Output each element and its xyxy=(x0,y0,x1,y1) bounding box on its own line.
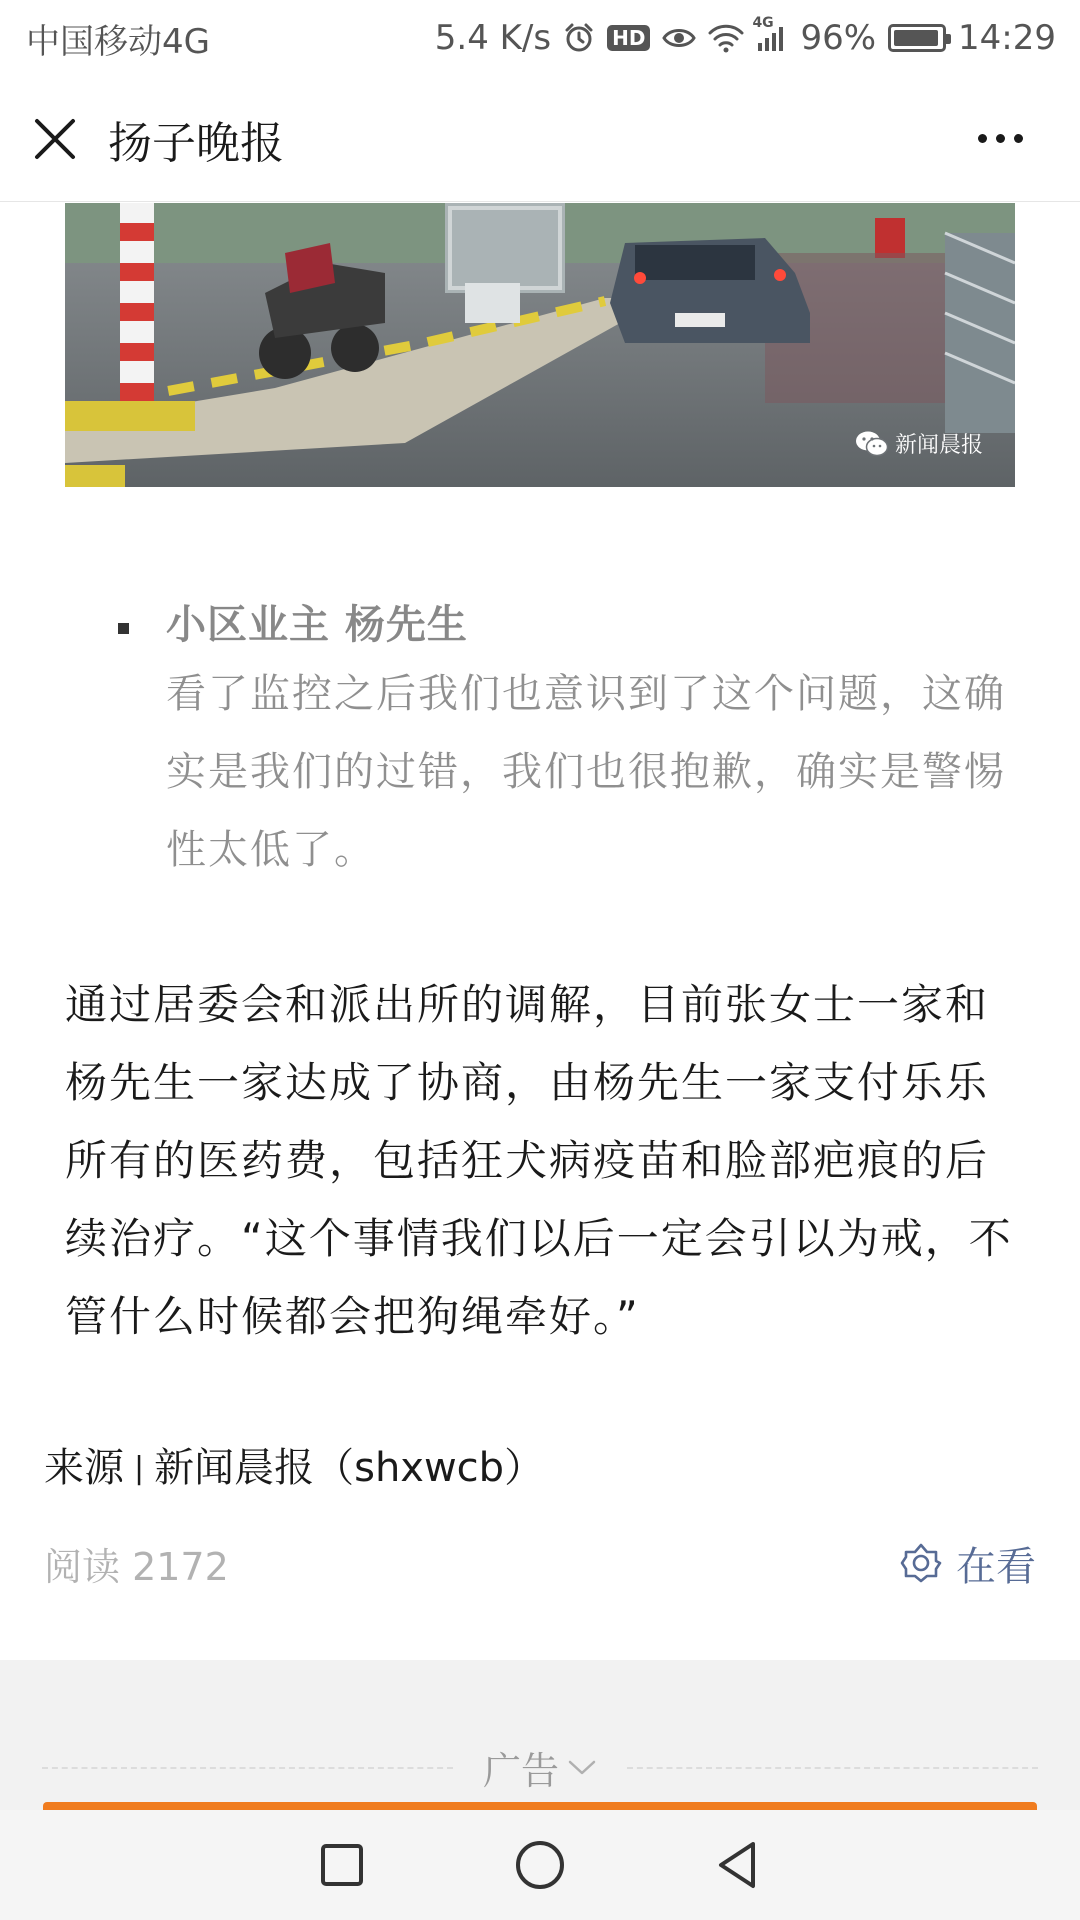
clock: 14:29 xyxy=(958,18,1056,58)
source-line xyxy=(44,1436,544,1493)
read-count: 阅读 2172 xyxy=(44,1544,229,1589)
carrier-label: 中国移动4G xyxy=(26,21,210,62)
more-icon-dot xyxy=(996,134,1005,143)
back-icon xyxy=(713,1840,763,1890)
recents-button[interactable] xyxy=(312,1835,372,1895)
more-icon-dot xyxy=(978,134,987,143)
signal-icon xyxy=(752,15,788,53)
home-button[interactable] xyxy=(510,1835,570,1895)
quote-speaker: 小区业主 杨先生 xyxy=(166,602,468,648)
divider xyxy=(42,1767,453,1769)
close-icon xyxy=(33,117,77,161)
article-paragraph: 通过居委会和派出所的调解，目前张女士一家和杨先生一家达成了协商，由杨先生一家支付乐乐所有的医药费，包括狂犬病疫苗和脸部疤痕的后续治疗。“这个事情我们以后一定会引以为戒，不管什么时候都会把狗绳牵好。” xyxy=(65,980,1013,1341)
ad-label-row xyxy=(42,1740,1038,1795)
watermark-text: 新闻晨报 xyxy=(894,433,983,458)
ad-banner-edge[interactable] xyxy=(43,1802,1037,1810)
battery-fill xyxy=(894,30,938,46)
battery-icon xyxy=(888,24,946,52)
source-prefix: 来源 xyxy=(44,1445,124,1491)
ad-label: 广告 xyxy=(483,1749,560,1793)
network-type: 4G xyxy=(752,15,774,31)
net-speed: 5.4 K/s xyxy=(434,18,552,58)
quote-text: 看了监控之后我们也意识到了这个问题，这确实是我们的过错，我们也很抱歉，确实是警惕性太低了。 xyxy=(166,671,1006,873)
hd-icon: HD xyxy=(607,25,650,51)
status-left xyxy=(26,14,210,63)
eye-icon xyxy=(662,25,696,51)
looking-label: 在看 xyxy=(956,1543,1036,1590)
divider xyxy=(627,1767,1038,1769)
more-button[interactable] xyxy=(960,76,1040,201)
more-icon-dot xyxy=(1014,134,1023,143)
page-title: 扬子晚报 xyxy=(108,117,284,169)
alarm-icon xyxy=(563,22,595,54)
status-right xyxy=(434,15,1056,58)
source-separator: | xyxy=(134,1451,145,1486)
source-name: 新闻晨报（shxwcb） xyxy=(154,1445,545,1491)
top-nav-bar xyxy=(0,76,1080,202)
wifi-icon xyxy=(708,23,744,53)
looking-button[interactable] xyxy=(900,1535,1036,1592)
looking-icon xyxy=(900,1542,942,1584)
wechat-logo-icon xyxy=(855,430,889,458)
list-bullet xyxy=(118,623,129,634)
read-stats-row xyxy=(44,1528,1036,1598)
chevron-down-icon xyxy=(567,1759,597,1777)
photo-watermark xyxy=(855,428,983,459)
article-photo[interactable] xyxy=(65,203,1015,487)
recents-icon xyxy=(318,1841,366,1889)
ad-toggle[interactable] xyxy=(453,1740,627,1795)
status-bar xyxy=(0,0,1080,76)
home-icon xyxy=(513,1838,567,1892)
close-button[interactable] xyxy=(0,76,110,201)
battery-percent: 96% xyxy=(800,18,877,58)
ad-section xyxy=(0,1660,1080,1810)
system-nav-bar xyxy=(0,1810,1080,1920)
back-button[interactable] xyxy=(708,1835,768,1895)
